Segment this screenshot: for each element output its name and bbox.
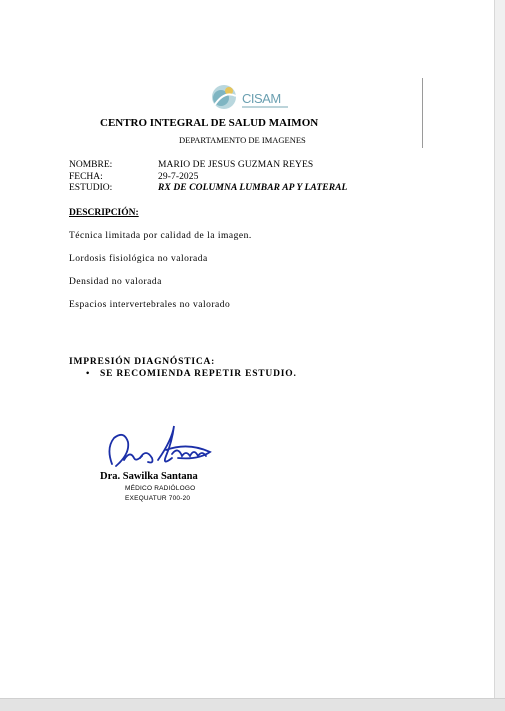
finding-technique: Técnica limitada por calidad de la imagen. bbox=[69, 231, 252, 241]
finding-spaces: Espacios intervertebrales no valorado bbox=[69, 300, 231, 310]
cisam-logo-icon bbox=[208, 82, 242, 112]
date-value: 29-7-2025 bbox=[158, 172, 199, 182]
window-bottom-edge bbox=[0, 698, 505, 711]
vertical-scrollbar[interactable] bbox=[494, 0, 505, 698]
finding-density: Densidad no valorada bbox=[69, 277, 162, 287]
study-label: ESTUDIO: bbox=[69, 183, 113, 193]
signature-name: Dra. Sawilka Santana bbox=[100, 471, 198, 482]
handwritten-signature bbox=[102, 420, 214, 472]
signature-license: EXEQUATUR 700-20 bbox=[125, 495, 191, 502]
finding-lordosis: Lordosis fisiológica no valorada bbox=[69, 254, 208, 264]
study-value: RX DE COLUMNA LUMBAR AP Y LATERAL bbox=[158, 183, 348, 193]
name-label: NOMBRE: bbox=[69, 160, 113, 170]
institution-name: CENTRO INTEGRAL DE SALUD MAIMON bbox=[100, 117, 319, 129]
department-name: DEPARTAMENTO DE IMAGENES bbox=[179, 135, 306, 145]
impression-item bbox=[86, 369, 297, 379]
description-title: DESCRIPCIÓN: bbox=[69, 208, 139, 218]
impression-title: IMPRESIÓN DIAGNÓSTICA: bbox=[69, 357, 216, 367]
signature-role: MÉDICO RADIÓLOGO bbox=[125, 485, 196, 492]
impression-text: SE RECOMIENDA REPETIR ESTUDIO. bbox=[100, 369, 297, 379]
patient-name-row bbox=[69, 160, 313, 170]
study-row bbox=[69, 183, 347, 193]
date-row bbox=[69, 172, 198, 182]
cisam-logo bbox=[208, 82, 298, 112]
bullet-icon: • bbox=[86, 369, 91, 379]
name-value: MARIO DE JESUS GUZMAN REYES bbox=[158, 160, 314, 170]
date-label: FECHA: bbox=[69, 172, 103, 182]
logo-text: CISAM bbox=[242, 91, 281, 106]
logo-tagline-bar bbox=[242, 106, 288, 108]
margin-divider bbox=[422, 78, 423, 148]
